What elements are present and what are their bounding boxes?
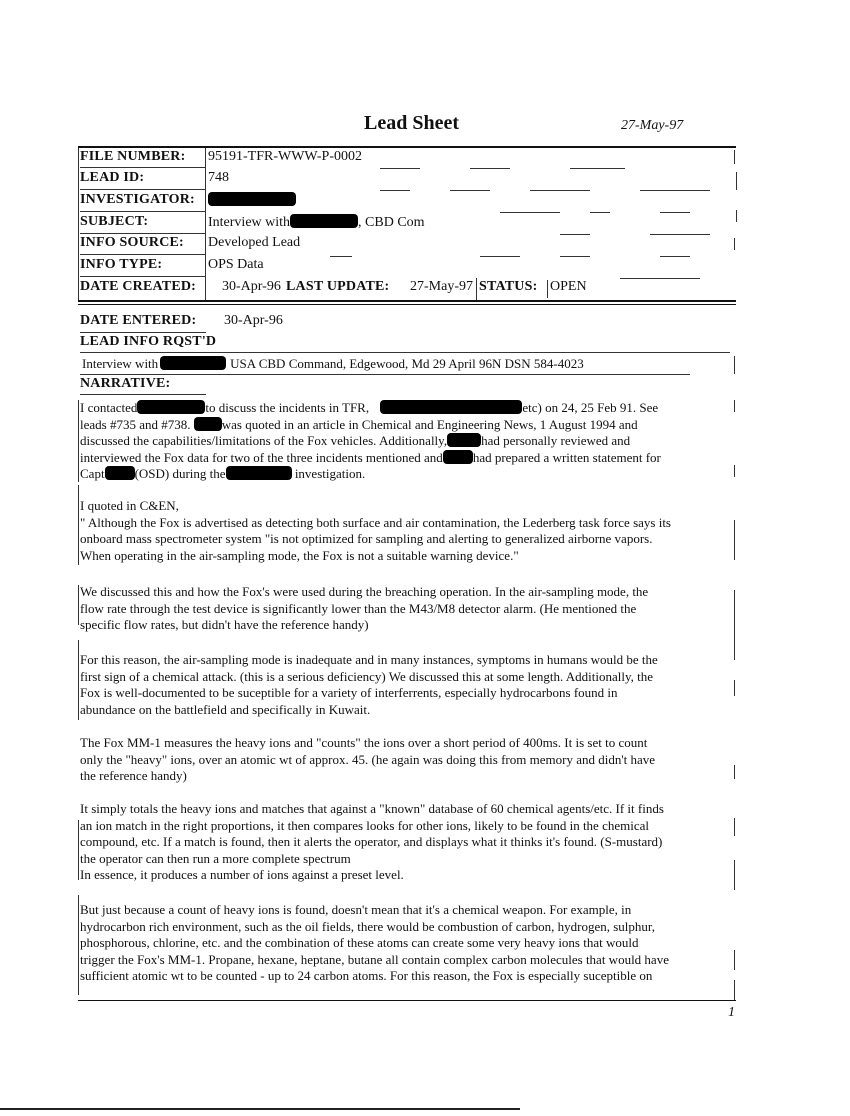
double-rule <box>78 300 736 302</box>
margin-mark <box>78 148 79 300</box>
narrative-line: For this reason, the air-sampling mode is inadequate and in many instances, symptoms in humans would be the <box>80 652 658 667</box>
top-rule <box>78 146 736 148</box>
narrative-line <box>80 433 732 450</box>
narrative-line: " Although the Fox is advertised as detecting both surface and air contamination, the Lederberg task force says its <box>80 514 671 530</box>
margin-mark <box>734 765 735 779</box>
narrative-line: onboard mass spectrometer system "is not optimized for sampling and alerting to generalized airborne vapors. <box>80 531 653 547</box>
narrative-line: I quoted in C&EN, <box>80 498 179 513</box>
faint-dash <box>450 190 490 191</box>
narrative-label: NARRATIVE: <box>80 376 171 391</box>
info-source-label: INFO SOURCE: <box>80 235 184 250</box>
narrative-paragraph-5 <box>80 735 732 785</box>
faint-dash <box>380 168 420 169</box>
redaction <box>160 356 226 370</box>
narrative-line: flow rate through the test device is significantly lower than the M43/M8 detector alarm. (He mentioned the <box>80 600 637 616</box>
narrative-paragraph-3 <box>80 584 732 634</box>
interview-line-pre: Interview with <box>82 356 159 371</box>
column-divider <box>476 278 477 300</box>
margin-mark <box>734 950 735 970</box>
page-title: Lead Sheet <box>364 112 459 134</box>
narrative-paragraph-7 <box>80 902 732 985</box>
row-divider <box>80 394 206 395</box>
narrative-line: abundance on the battlefield and specifically in Kuwait. <box>80 701 371 717</box>
narrative-line <box>80 417 732 434</box>
margin-mark <box>78 585 79 625</box>
narrative-line: phosphorous, chlorine, etc. and the combination of these atoms can create some very heavy ions that would <box>80 935 639 951</box>
interview-line <box>82 356 584 372</box>
narrative-line <box>80 450 732 467</box>
margin-mark <box>734 238 735 250</box>
text: discussed the capabilities/limitations of the Fox vehicles. Additionally, <box>80 433 448 449</box>
narrative-paragraph-2 <box>80 498 732 564</box>
narrative-line: first sign of a chemical attack. (this is a serious deficiency) We discussed this at some length. Additionally, the <box>80 668 653 684</box>
margin-mark <box>734 590 735 660</box>
narrative-line: It simply totals the heavy ions and matches that against a "known" database of 60 chemical agents/etc. If it finds <box>80 801 664 816</box>
redaction <box>137 400 205 414</box>
redaction <box>447 433 481 447</box>
scan-edge-line <box>0 1108 520 1110</box>
margin-mark <box>736 210 737 222</box>
info-type-label: INFO TYPE: <box>80 257 163 272</box>
row-divider <box>80 332 206 333</box>
narrative-line: When operating in the air-sampling mode, the Fox is not a suitable warning device." <box>80 547 519 563</box>
row-divider <box>80 189 206 190</box>
margin-mark <box>78 485 79 565</box>
redaction <box>105 466 135 480</box>
date-entered-value: 30-Apr-96 <box>224 313 283 328</box>
row-divider <box>80 211 206 212</box>
last-update-label: LAST UPDATE: <box>286 279 390 294</box>
faint-dash <box>330 256 352 257</box>
status-label: STATUS: <box>479 279 538 294</box>
narrative-line: hydrocarbon rich environment, such as the oil fields, there would be combustion of carbon, hydrogen, sulphur, <box>80 918 655 934</box>
date-entered-label: DATE ENTERED: <box>80 313 197 328</box>
faint-dash <box>660 212 690 213</box>
narrative-line: an ion match in the right proportions, it then compares looks for other ions, likely to be found in the chemical <box>80 817 649 833</box>
narrative-paragraph-6 <box>80 801 732 884</box>
info-source-value: Developed Lead <box>208 235 301 250</box>
narrative-paragraph-1 <box>80 400 732 483</box>
faint-dash <box>590 212 610 213</box>
faint-dash <box>660 256 690 257</box>
narrative-line: only the "heavy" ions, over an atomic wt of approx. 45. (he again was doing this from memory and didn't have <box>80 751 656 767</box>
row-divider <box>80 374 690 375</box>
text: (OSD) during the <box>134 466 226 482</box>
margin-mark <box>734 356 735 374</box>
narrative-line: sufficient atomic wt to be counted - up to 24 carbon atoms. For this reason, the Fox is especially suceptible on <box>80 968 653 984</box>
text: interviewed the Fox data for two of the three incidents mentioned and <box>80 449 443 465</box>
redaction <box>226 466 292 480</box>
margin-mark <box>734 520 735 560</box>
column-divider <box>205 148 206 300</box>
text: I contacted <box>80 400 138 415</box>
narrative-line: specific flow rates, but didn't have the reference handy) <box>80 617 369 633</box>
subject-value <box>208 214 425 231</box>
margin-mark <box>734 818 735 836</box>
margin-mark <box>78 895 79 995</box>
narrative-line <box>80 400 732 417</box>
subject-label: SUBJECT: <box>80 214 149 229</box>
faint-dash <box>570 168 625 169</box>
narrative-paragraph-4 <box>80 652 732 718</box>
row-divider <box>80 233 206 234</box>
narrative-line: But just because a count of heavy ions is found, doesn't mean that it's a chemical weapon. For example, in <box>80 902 632 917</box>
narrative-line <box>80 466 732 483</box>
narrative-line: The Fox MM-1 measures the heavy ions and "counts" the ions over a short period of 400ms. It is set to count <box>80 735 648 750</box>
date-created-label: DATE CREATED: <box>80 279 197 294</box>
text: had prepared a written statement for <box>472 449 661 465</box>
faint-dash <box>380 190 410 191</box>
investigator-value <box>208 192 296 209</box>
row-divider <box>80 276 206 277</box>
redaction <box>290 214 358 228</box>
subject-text-post: , CBD Com <box>358 215 425 230</box>
margin-mark <box>734 860 735 890</box>
lead-id-value: 748 <box>208 170 229 185</box>
text: investigation. <box>294 466 366 482</box>
margin-mark <box>78 640 79 720</box>
margin-mark <box>734 150 735 164</box>
lead-id-label: LEAD ID: <box>80 170 145 185</box>
header-date: 27-May-97 <box>621 118 684 133</box>
file-number-value: 95191-TFR-WWW-P-0002 <box>208 149 362 164</box>
text: Capt <box>80 466 105 482</box>
margin-mark <box>78 820 79 880</box>
margin-mark <box>78 400 79 482</box>
redaction <box>194 417 222 431</box>
file-number-label: FILE NUMBER: <box>80 149 186 164</box>
faint-dash <box>560 234 590 235</box>
interview-line-post: USA CBD Command, Edgewood, Md 29 April 96N DSN 584-4023 <box>230 356 584 371</box>
text: had personally reviewed and <box>481 433 631 449</box>
status-value: OPEN <box>550 279 587 294</box>
lead-info-rqstd-label: LEAD INFO RQST'D <box>80 334 217 349</box>
column-divider <box>547 280 548 298</box>
faint-dash <box>620 278 700 279</box>
redaction <box>208 192 296 206</box>
date-created-value: 30-Apr-96 <box>222 279 281 294</box>
narrative-line: the reference handy) <box>80 768 187 784</box>
narrative-line: the operator can then run a more complete spectrum <box>80 850 351 866</box>
row-divider <box>80 352 730 353</box>
double-rule <box>78 304 736 305</box>
text: was quoted in an article in Chemical and Engineering News, 1 August 1994 and <box>221 416 638 432</box>
text: etc) on 24, 25 Feb 91. See <box>522 400 659 415</box>
row-divider <box>80 167 206 168</box>
row-divider <box>80 254 206 255</box>
narrative-line: compound, etc. If a match is found, then it alerts the operator, and displays what it thinks it's found. (S-mustard) <box>80 834 663 850</box>
investigator-label: INVESTIGATOR: <box>80 192 195 207</box>
faint-dash <box>640 190 710 191</box>
margin-mark <box>734 400 735 412</box>
narrative-line: In essence, it produces a number of ions against a preset level. <box>80 867 404 883</box>
margin-mark <box>734 465 735 477</box>
footer-rule <box>78 1000 736 1001</box>
narrative-line: Fox is well-documented to be suceptible for a variety of interferrents, especially hydrocarbons found in <box>80 685 618 701</box>
margin-mark <box>736 172 737 190</box>
margin-mark <box>734 680 735 696</box>
text: leads #735 and #738. <box>80 416 191 432</box>
page-number: 1 <box>728 1005 735 1020</box>
text: to discuss the incidents in TFR, <box>205 400 370 415</box>
faint-dash <box>500 212 560 213</box>
narrative-line: trigger the Fox's MM-1. Propane, hexane, heptane, butane all contain complex carbon molecules that would have <box>80 951 669 967</box>
info-type-value: OPS Data <box>208 257 264 272</box>
faint-dash <box>480 256 520 257</box>
faint-dash <box>530 190 590 191</box>
subject-text-pre: Interview with <box>208 215 291 230</box>
faint-dash <box>650 234 710 235</box>
redaction <box>380 400 522 414</box>
narrative-line: We discussed this and how the Fox's were used during the breaching operation. In the air-sampling mode, the <box>80 584 649 599</box>
redaction <box>443 450 473 464</box>
margin-mark <box>734 980 735 1000</box>
faint-dash <box>470 168 510 169</box>
faint-dash <box>560 256 590 257</box>
last-update-value: 27-May-97 <box>410 279 473 294</box>
